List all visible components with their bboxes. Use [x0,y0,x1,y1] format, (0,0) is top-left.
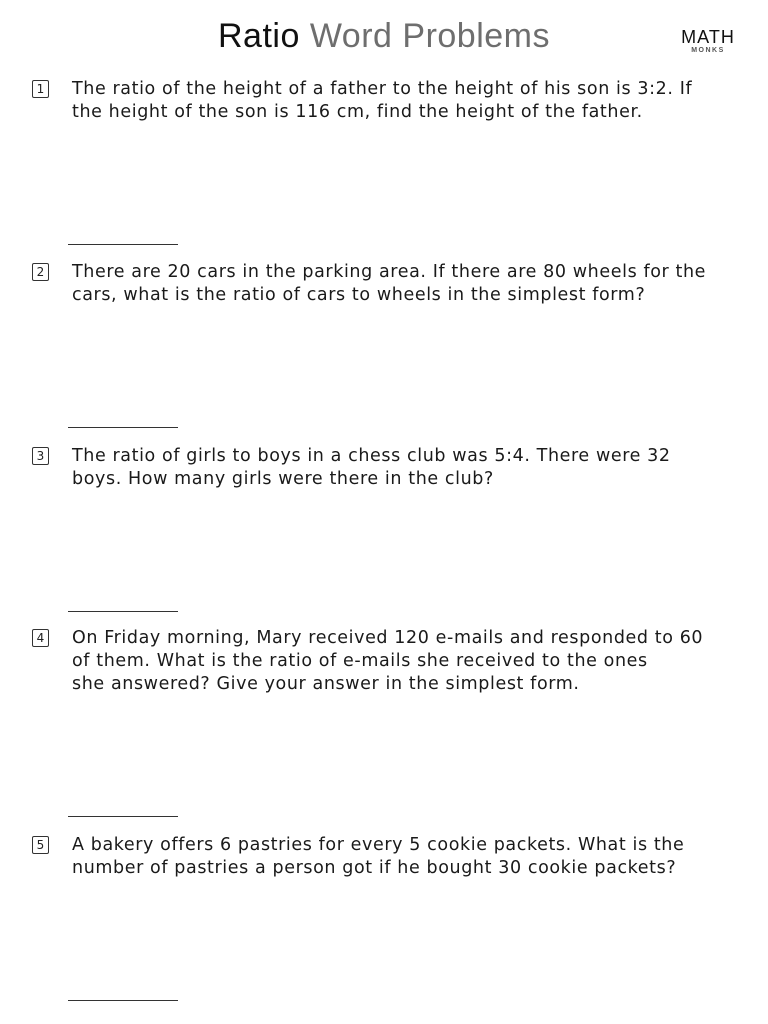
problem-number-box: 2 [32,263,49,281]
problem-text [72,834,742,880]
problem-text [72,261,742,307]
answer-line[interactable] [68,1000,178,1001]
problem-line: the height of the son is 116 cm, find the height of the father. [72,102,643,122]
answer-line[interactable] [68,427,178,428]
title-ratio: Ratio [218,17,300,55]
problem-number-box: 3 [32,447,49,465]
problem-line: On Friday morning, Mary received 120 e-mails and responded to 60 [72,628,704,648]
problem-line: she answered? Give your answer in the simplest form. [72,674,580,694]
page-title [0,14,768,58]
math-monks-logo [676,28,740,55]
problem-line: The ratio of the height of a father to the height of his son is 3:2. If [72,79,693,99]
problem-line: number of pastries a person got if he bought 30 cookie packets? [72,858,677,878]
logo-main-text: MATH [681,27,735,47]
answer-line[interactable] [68,816,178,817]
problem-text [72,78,742,124]
problem-number-box: 5 [32,836,49,854]
answer-line[interactable] [68,244,178,245]
problem-line: boys. How many girls were there in the club? [72,469,494,489]
problem-line: of them. What is the ratio of e-mails she received to the ones [72,651,648,671]
title-word-problems: Word Problems [309,17,550,55]
problem-line: There are 20 cars in the parking area. If there are 80 wheels for the [72,262,706,282]
problem-line: A bakery offers 6 pastries for every 5 cookie packets. What is the [72,835,685,855]
problem-text [72,445,742,491]
problem-text [72,627,742,696]
problem-line: The ratio of girls to boys in a chess club was 5:4. There were 32 [72,446,671,466]
problem-line: cars, what is the ratio of cars to wheels in the simplest form? [72,285,646,305]
logo-sub-text: MONKS [691,47,725,54]
problem-number-box: 1 [32,80,49,98]
answer-line[interactable] [68,611,178,612]
problem-number-box: 4 [32,629,49,647]
